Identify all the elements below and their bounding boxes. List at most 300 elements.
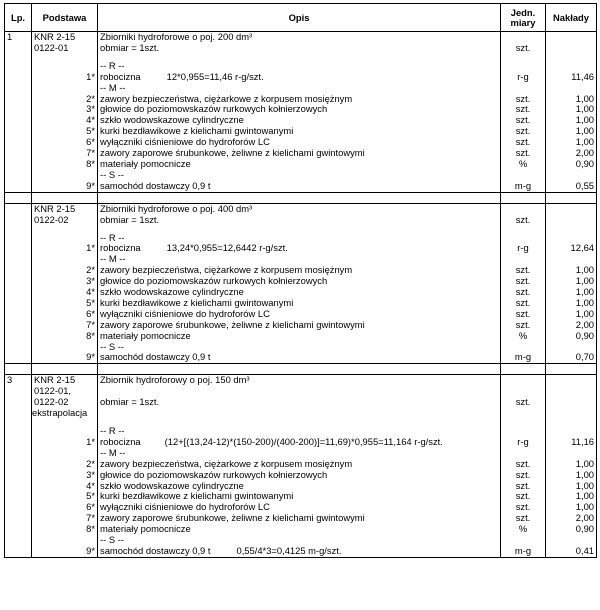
position-jm: szt.: [501, 215, 546, 226]
empty-cell: [5, 226, 32, 233]
empty-cell: [5, 61, 32, 72]
item-jm: %: [501, 331, 546, 342]
empty-cell: [5, 83, 32, 94]
empty-cell: [5, 276, 32, 287]
separator-row: [5, 192, 597, 203]
sprzet-row: [5, 352, 597, 363]
empty-cell: [5, 342, 32, 353]
material-name: wyłączniki ciśnieniowe do hydroforów LC: [98, 309, 501, 320]
item-jm: szt.: [501, 148, 546, 159]
podstawa-line: KNR 2-15: [34, 374, 76, 386]
empty-cell: [5, 352, 32, 363]
empty-cell: [546, 170, 597, 181]
material-row: [5, 491, 597, 502]
position-title-row: [5, 203, 597, 214]
empty-cell: [32, 170, 98, 181]
item-value: 0,55: [546, 181, 597, 192]
item-nr: 2*: [32, 459, 98, 470]
empty-cell: [5, 502, 32, 513]
position-opis: Zbiornik hydroforowy o poj. 150 dm³: [98, 375, 501, 398]
empty-cell: [546, 83, 597, 94]
empty-cell: [546, 61, 597, 72]
position-opis: Zbiorniki hydroforowe o poj. 400 dm³: [98, 203, 501, 214]
item-jm: szt.: [501, 287, 546, 298]
empty-cell: [501, 170, 546, 181]
item-nr: 2*: [32, 94, 98, 105]
empty-cell: [5, 94, 32, 105]
empty-cell: [5, 546, 32, 557]
empty-cell: [5, 535, 32, 546]
item-jm: szt.: [501, 320, 546, 331]
section-label-s: -- S --: [98, 535, 501, 546]
material-row: [5, 137, 597, 148]
empty-cell: [501, 426, 546, 437]
item-value: 1,00: [546, 481, 597, 492]
empty-cell: [5, 309, 32, 320]
item-nr: 8*: [32, 159, 98, 170]
robocizna-desc: [98, 72, 501, 83]
empty-cell: [5, 104, 32, 115]
section-label-r: -- R --: [98, 233, 501, 244]
empty-cell: [5, 448, 32, 459]
material-row: [5, 115, 597, 126]
material-row: [5, 502, 597, 513]
separator-cell: [98, 364, 501, 375]
item-value: 1,00: [546, 459, 597, 470]
section-label-m: -- M --: [98, 448, 501, 459]
empty-cell: [501, 226, 546, 233]
header-lp: Lp.: [5, 4, 32, 32]
empty-cell: [5, 426, 32, 437]
item-jm: r-g: [501, 437, 546, 448]
sprzet-desc: [98, 546, 501, 557]
table-body: [5, 32, 597, 558]
empty-cell: [5, 287, 32, 298]
empty-cell: [546, 226, 597, 233]
item-nr: 7*: [32, 320, 98, 331]
position-jm-blank: [501, 32, 546, 43]
empty-cell: [5, 254, 32, 265]
item-nr: 9*: [32, 546, 98, 557]
spacer-row: [5, 226, 597, 233]
cost-estimate-table: [4, 3, 597, 558]
section-label-m: -- M --: [98, 83, 501, 94]
item-nr: 1*: [32, 243, 98, 254]
material-name: zawory bezpieczeństwa, ciężarkowe z korpusem mosiężnym: [98, 265, 501, 276]
item-nr: 9*: [32, 352, 98, 363]
empty-cell: [501, 61, 546, 72]
section-r-row: [5, 61, 597, 72]
separator-cell: [32, 364, 98, 375]
material-name: głowice do poziomowskazów rurkowych kołnierzowych: [98, 104, 501, 115]
item-jm: m-g: [501, 546, 546, 557]
section-s-row: [5, 342, 597, 353]
item-jm: r-g: [501, 72, 546, 83]
item-nr: 9*: [32, 181, 98, 192]
material-name: zawory zaporowe śrubunkowe, żeliwne z kielichami gwintowymi: [98, 148, 501, 159]
position-jm: szt.: [501, 397, 546, 419]
empty-cell: [5, 298, 32, 309]
robocizna-calc: 13,24*0,955=12,6442 r-g/szt.: [166, 243, 288, 254]
item-jm: szt.: [501, 104, 546, 115]
material-row: [5, 481, 597, 492]
empty-cell: [5, 233, 32, 244]
empty-cell: [5, 331, 32, 342]
section-s-row: [5, 170, 597, 181]
item-jm: szt.: [501, 481, 546, 492]
header-opis: Opis: [98, 4, 501, 32]
empty-cell: [5, 491, 32, 502]
empty-cell: [32, 254, 98, 265]
material-row: [5, 298, 597, 309]
material-name: materiały pomocnicze: [98, 524, 501, 535]
robocizna-row: [5, 72, 597, 83]
item-nr: 5*: [32, 491, 98, 502]
item-value: 1,00: [546, 502, 597, 513]
podstawa-line: 0122-02: [34, 396, 69, 408]
empty-cell: [32, 426, 98, 437]
empty-cell: [546, 397, 597, 419]
material-name: wyłączniki ciśnieniowe do hydroforów LC: [98, 502, 501, 513]
empty-cell: [32, 54, 98, 61]
empty-cell: [5, 126, 32, 137]
material-row: [5, 265, 597, 276]
position-title-row: [5, 32, 597, 43]
empty-cell: [32, 61, 98, 72]
item-nr: 2*: [32, 265, 98, 276]
empty-cell: [5, 148, 32, 159]
material-name: głowice do poziomowskazów rurkowych kołnierzowych: [98, 276, 501, 287]
material-row: [5, 470, 597, 481]
item-nr: 3*: [32, 276, 98, 287]
item-nr: 1*: [32, 437, 98, 448]
separator-cell: [501, 364, 546, 375]
empty-cell: [546, 215, 597, 226]
sprzet-row: [5, 181, 597, 192]
item-nr: 6*: [32, 502, 98, 513]
item-value: 1,00: [546, 309, 597, 320]
material-row: [5, 276, 597, 287]
spacer-row: [5, 419, 597, 426]
empty-cell: [5, 459, 32, 470]
position-podstawa: [32, 375, 98, 419]
empty-cell: [546, 448, 597, 459]
robocizna-name: robocizna: [100, 71, 141, 82]
position-podstawa: [32, 32, 98, 54]
robocizna-calc: (12+[(13,24-12)*(150-200)/(400-200)]=11,69)*0,955=11,164 r-g/szt.: [164, 436, 443, 447]
material-name: kurki bezdławikowe z kielichami gwintowanymi: [98, 126, 501, 137]
item-value: 0,90: [546, 331, 597, 342]
empty-cell: [5, 215, 32, 226]
position-naklad-blank: [546, 375, 597, 398]
item-nr: 6*: [32, 309, 98, 320]
item-value: 0,41: [546, 546, 597, 557]
material-name: zawory zaporowe śrubunkowe, żeliwne z kielichami gwintowymi: [98, 320, 501, 331]
item-value: 1,00: [546, 276, 597, 287]
empty-cell: [32, 226, 98, 233]
empty-cell: [501, 54, 546, 61]
section-r-row: [5, 233, 597, 244]
item-value: 0,90: [546, 524, 597, 535]
robocizna-desc: [98, 243, 501, 254]
empty-cell: [5, 54, 32, 61]
empty-cell: [98, 226, 501, 233]
item-value: 1,00: [546, 298, 597, 309]
empty-cell: [546, 43, 597, 54]
item-nr: 1*: [32, 72, 98, 83]
item-value: 1,00: [546, 126, 597, 137]
empty-cell: [5, 159, 32, 170]
item-jm: szt.: [501, 502, 546, 513]
sprzet-calc: 0,55/4*3=0,4125 m-g/szt.: [236, 545, 342, 556]
podstawa-line: 0122-01: [34, 41, 69, 53]
empty-cell: [5, 115, 32, 126]
material-row: [5, 104, 597, 115]
sprzet-name: samochód dostawczy 0,9 t: [100, 352, 211, 363]
empty-cell: [501, 233, 546, 244]
item-jm: m-g: [501, 181, 546, 192]
empty-cell: [5, 170, 32, 181]
empty-cell: [5, 524, 32, 535]
separator-cell: [501, 192, 546, 203]
position-lp: 1: [5, 32, 32, 43]
item-value: 2,00: [546, 320, 597, 331]
empty-cell: [5, 265, 32, 276]
separator-row: [5, 364, 597, 375]
material-name: zawory bezpieczeństwa, ciężarkowe z korpusem mosiężnym: [98, 94, 501, 105]
position-naklad-blank: [546, 32, 597, 43]
empty-cell: [501, 342, 546, 353]
section-label-s: -- S --: [98, 170, 501, 181]
header-jm-line2: miary: [510, 16, 536, 28]
position-podstawa: [32, 203, 98, 225]
item-jm: szt.: [501, 470, 546, 481]
item-jm: szt.: [501, 94, 546, 105]
item-jm: szt.: [501, 276, 546, 287]
empty-cell: [546, 342, 597, 353]
empty-cell: [32, 342, 98, 353]
empty-cell: [546, 426, 597, 437]
empty-cell: [5, 437, 32, 448]
position-naklad-blank: [546, 203, 597, 214]
position-lp: [5, 203, 32, 214]
separator-cell: [32, 192, 98, 203]
item-value: 2,00: [546, 148, 597, 159]
separator-cell: [98, 192, 501, 203]
empty-cell: [32, 233, 98, 244]
sprzet-name: samochód dostawczy 0,9 t: [100, 545, 211, 556]
item-value: 12,64: [546, 243, 597, 254]
header-podstawa: Podstawa: [32, 4, 98, 32]
obmiar-text: obmiar = 1szt.: [98, 43, 501, 54]
material-name: kurki bezdławikowe z kielichami gwintowanymi: [98, 491, 501, 502]
empty-cell: [98, 419, 501, 426]
empty-cell: [546, 233, 597, 244]
item-value: 1,00: [546, 115, 597, 126]
item-value: 1,00: [546, 137, 597, 148]
empty-cell: [546, 419, 597, 426]
item-nr: 4*: [32, 481, 98, 492]
item-jm: szt.: [501, 513, 546, 524]
item-jm: szt.: [501, 126, 546, 137]
separator-cell: [5, 364, 32, 375]
position-title-row: [5, 375, 597, 398]
material-name: szkło wodowskazowe cylindryczne: [98, 287, 501, 298]
section-label-m: -- M --: [98, 254, 501, 265]
item-jm: r-g: [501, 243, 546, 254]
material-row: [5, 94, 597, 105]
position-opis: Zbiorniki hydroforowe o poj. 200 dm³: [98, 32, 501, 43]
item-jm: %: [501, 159, 546, 170]
position-lp: 3: [5, 375, 32, 398]
podstawa-line: 0122-01,: [34, 385, 72, 397]
material-name: wyłączniki ciśnieniowe do hydroforów LC: [98, 137, 501, 148]
item-nr: 5*: [32, 298, 98, 309]
sprzet-desc: [98, 181, 501, 192]
material-name: zawory zaporowe śrubunkowe, żeliwne z kielichami gwintowymi: [98, 513, 501, 524]
item-value: 1,00: [546, 265, 597, 276]
separator-cell: [546, 364, 597, 375]
header-jm: [501, 4, 546, 32]
empty-cell: [98, 54, 501, 61]
empty-cell: [501, 535, 546, 546]
empty-cell: [501, 254, 546, 265]
section-label-r: -- R --: [98, 61, 501, 72]
material-name: głowice do poziomowskazów rurkowych kołnierzowych: [98, 470, 501, 481]
position-jm-blank: [501, 375, 546, 398]
sprzet-name: samochód dostawczy 0,9 t: [100, 180, 211, 191]
empty-cell: [5, 397, 32, 419]
material-name: szkło wodowskazowe cylindryczne: [98, 481, 501, 492]
podstawa-line: ekstrapolacja: [32, 407, 88, 419]
item-value: 0,90: [546, 159, 597, 170]
header-naklady: Nakłady: [546, 4, 597, 32]
section-m-row: [5, 448, 597, 459]
robocizna-row: [5, 437, 597, 448]
item-value: 1,00: [546, 104, 597, 115]
empty-cell: [546, 54, 597, 61]
item-jm: %: [501, 524, 546, 535]
material-row: [5, 159, 597, 170]
separator-cell: [546, 192, 597, 203]
item-value: 1,00: [546, 287, 597, 298]
item-value: 0,70: [546, 352, 597, 363]
item-value: 2,00: [546, 513, 597, 524]
empty-cell: [32, 419, 98, 426]
section-r-row: [5, 426, 597, 437]
material-row: [5, 309, 597, 320]
material-row: [5, 287, 597, 298]
empty-cell: [5, 243, 32, 254]
empty-cell: [5, 137, 32, 148]
item-value: 1,00: [546, 491, 597, 502]
item-jm: szt.: [501, 309, 546, 320]
section-m-row: [5, 254, 597, 265]
robocizna-name: robocizna: [100, 243, 141, 254]
item-jm: szt.: [501, 459, 546, 470]
position-jm: szt.: [501, 43, 546, 54]
spacer-row: [5, 54, 597, 61]
robocizna-desc: [98, 437, 501, 448]
empty-cell: [546, 254, 597, 265]
section-s-row: [5, 535, 597, 546]
item-jm: szt.: [501, 265, 546, 276]
material-row: [5, 148, 597, 159]
material-row: [5, 459, 597, 470]
material-row: [5, 320, 597, 331]
item-nr: 7*: [32, 148, 98, 159]
item-jm: szt.: [501, 137, 546, 148]
obmiar-text: obmiar = 1szt.: [98, 397, 501, 419]
empty-cell: [5, 72, 32, 83]
separator-cell: [5, 192, 32, 203]
item-nr: 7*: [32, 513, 98, 524]
item-nr: 6*: [32, 137, 98, 148]
robocizna-name: robocizna: [100, 436, 141, 447]
podstawa-line: 0122-02: [34, 213, 69, 225]
empty-cell: [5, 481, 32, 492]
section-label-r: -- R --: [98, 426, 501, 437]
material-row: [5, 126, 597, 137]
item-nr: 4*: [32, 287, 98, 298]
section-m-row: [5, 83, 597, 94]
material-name: szkło wodowskazowe cylindryczne: [98, 115, 501, 126]
item-value: 1,00: [546, 94, 597, 105]
robocizna-row: [5, 243, 597, 254]
sprzet-desc: [98, 352, 501, 363]
empty-cell: [5, 470, 32, 481]
item-jm: m-g: [501, 352, 546, 363]
material-name: zawory bezpieczeństwa, ciężarkowe z korpusem mosiężnym: [98, 459, 501, 470]
item-jm: szt.: [501, 115, 546, 126]
podstawa-line: KNR 2-15: [34, 203, 76, 214]
empty-cell: [501, 83, 546, 94]
item-nr: 5*: [32, 126, 98, 137]
empty-cell: [32, 535, 98, 546]
material-name: materiały pomocnicze: [98, 331, 501, 342]
material-row: [5, 331, 597, 342]
position-jm-blank: [501, 203, 546, 214]
item-jm: szt.: [501, 298, 546, 309]
podstawa-line: KNR 2-15: [34, 31, 76, 42]
item-nr: 8*: [32, 524, 98, 535]
empty-cell: [32, 448, 98, 459]
item-jm: szt.: [501, 491, 546, 502]
section-label-s: -- S --: [98, 342, 501, 353]
empty-cell: [5, 419, 32, 426]
empty-cell: [5, 181, 32, 192]
header-jm-line1: Jedn.: [510, 6, 536, 18]
item-value: 11,46: [546, 72, 597, 83]
empty-cell: [501, 448, 546, 459]
item-nr: 3*: [32, 470, 98, 481]
material-row: [5, 513, 597, 524]
empty-cell: [32, 83, 98, 94]
obmiar-text: obmiar = 1szt.: [98, 215, 501, 226]
item-nr: 8*: [32, 331, 98, 342]
empty-cell: [5, 43, 32, 54]
item-nr: 3*: [32, 104, 98, 115]
material-name: materiały pomocnicze: [98, 159, 501, 170]
header-row: [5, 4, 597, 32]
item-nr: 4*: [32, 115, 98, 126]
sprzet-row: [5, 546, 597, 557]
empty-cell: [501, 419, 546, 426]
robocizna-calc: 12*0,955=11,46 r-g/szt.: [166, 71, 264, 82]
empty-cell: [546, 535, 597, 546]
material-row: [5, 524, 597, 535]
item-value: 11,16: [546, 437, 597, 448]
